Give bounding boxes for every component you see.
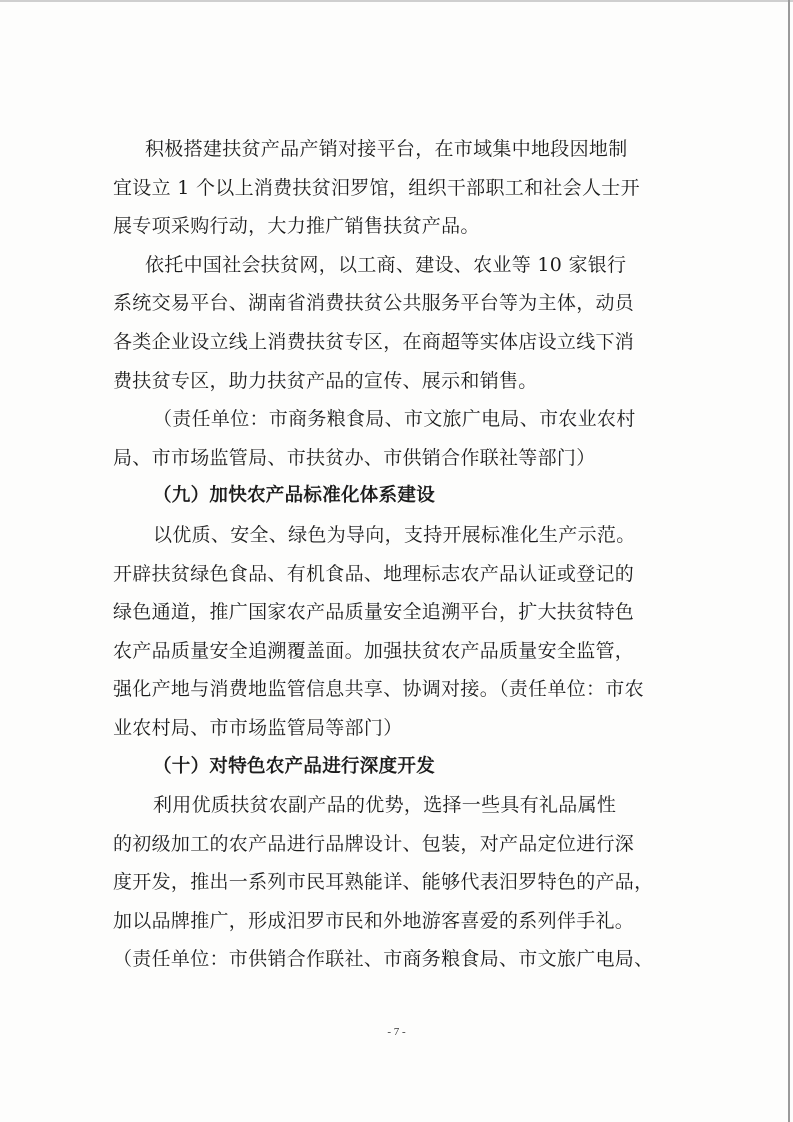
text-line: 农产品质量安全追溯覆盖面。加强扶贫农产品质量安全监管， bbox=[113, 639, 635, 662]
text-line: 各类企业设立线上消费扶贫专区，在商超等实体店设立线下消 bbox=[113, 330, 635, 353]
scan-edge-top bbox=[0, 0, 793, 2]
text-line: 展专项采购行动，大力推广销售扶贫产品。 bbox=[113, 215, 480, 238]
text-line: 利用优质扶贫农副产品的优势，选择一些具有礼品属性 bbox=[153, 794, 617, 817]
text-line: 宜设立 1 个以上消费扶贫汨罗馆，组织干部职工和社会人士开 bbox=[113, 176, 640, 199]
text-line: 积极搭建扶贫产品产销对接平台，在市域集中地段因地制 bbox=[145, 138, 628, 160]
body-text bbox=[113, 130, 673, 979]
text-line: 度开发，推出一系列市民耳熟能详、能够代表汨罗特色的产品， bbox=[113, 871, 654, 894]
text-line: 以优质、安全、绿色为导向，支持开展标准化生产示范。 bbox=[153, 523, 636, 546]
text-line: 系统交易平台、湖南省消费扶贫公共服务平台等为主体，动员 bbox=[113, 292, 635, 315]
text-line: 局、市市场监管局、市扶贫办、市供销合作联社等部门） bbox=[113, 446, 596, 469]
text-line: 依托中国社会扶贫网，以工商、建设、农业等 10 家银行 bbox=[145, 253, 627, 276]
section-heading: （十）对特色农产品进行深度开发 bbox=[153, 755, 436, 777]
text-line: 强化产地与消费地监管信息共享、协调对接。（责任单位：市农 bbox=[113, 678, 644, 701]
text-line: 的初级加工的农产品进行品牌设计、包装，对产品定位进行深 bbox=[113, 832, 635, 855]
text-line: 业农村局、市市场监管局等部门） bbox=[113, 716, 403, 739]
text-line: 开辟扶贫绿色食品、有机食品、地理标志农产品认证或登记的 bbox=[113, 562, 635, 585]
scan-edge-right bbox=[788, 0, 790, 1122]
text-line: 费扶贫专区，助力扶贫产品的宣传、展示和销售。 bbox=[113, 369, 538, 392]
text-line: 绿色通道，推广国家农产品质量安全追溯平台，扩大扶贫特色 bbox=[113, 601, 635, 624]
text-line: （责任单位：市商务粮食局、市文旅广电局、市农业农村 bbox=[153, 408, 636, 431]
page-number: - 7 - bbox=[387, 1026, 406, 1038]
text-line: 加以品牌推广，形成汨罗市民和外地游客喜爱的系列伴手礼。 bbox=[113, 909, 635, 932]
section-heading: （九）加快农产品标准化体系建设 bbox=[153, 485, 436, 507]
text-line: （责任单位：市供销合作联社、市商务粮食局、市文旅广电局、 bbox=[113, 948, 654, 971]
